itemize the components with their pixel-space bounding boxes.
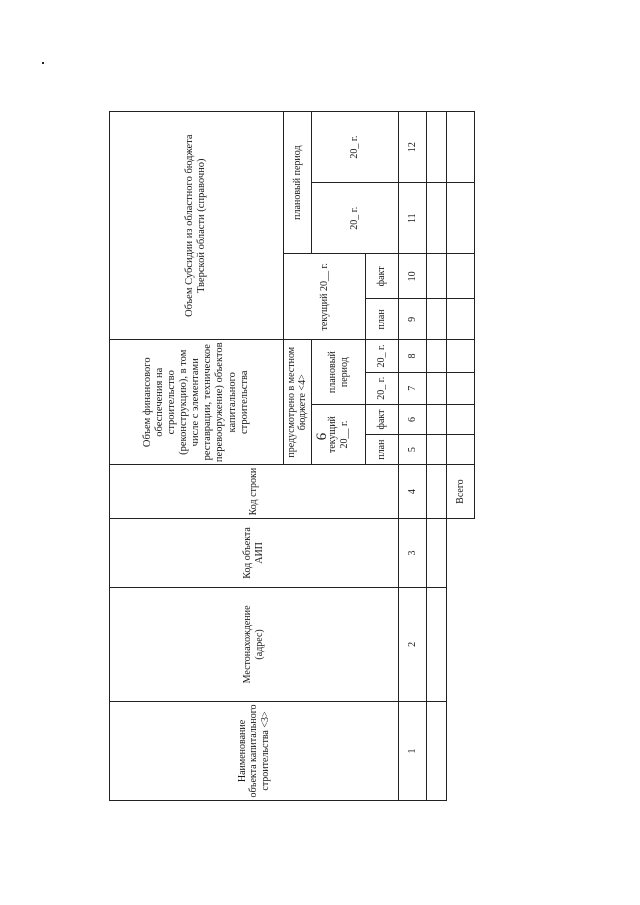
table-cell xyxy=(427,299,447,340)
table-cell xyxy=(446,112,474,183)
header-current-local: текущий 20__ г. xyxy=(312,404,366,464)
header-planned-local: плановый период xyxy=(312,340,366,405)
header-local-year-2: 20_ г. xyxy=(366,340,399,372)
table-cell xyxy=(446,404,474,434)
column-number: 8 xyxy=(398,340,426,372)
page-number: 9 xyxy=(312,432,329,441)
total-label: Всего xyxy=(446,465,474,519)
table-cell xyxy=(427,372,447,404)
column-number: 2 xyxy=(398,587,426,701)
header-fact-local: факт xyxy=(366,404,399,434)
column-number: 12 xyxy=(398,112,426,183)
column-number: 6 xyxy=(398,404,426,434)
header-current-subsidy: текущий 20__ г. xyxy=(283,254,366,340)
table-cell xyxy=(427,183,447,254)
header-aip-code: Код объекта АИП xyxy=(110,518,399,587)
total-spacer xyxy=(446,518,474,800)
header-object-name: Наименование объекта капитального строительства <3> xyxy=(110,701,399,800)
table-row xyxy=(427,112,447,801)
capital-construction-table xyxy=(109,111,475,801)
header-subsidy-year-1: 20_ г. xyxy=(312,183,399,254)
rotated-table-container xyxy=(109,111,475,801)
table-cell xyxy=(427,404,447,434)
table-cell xyxy=(446,254,474,299)
table-cell xyxy=(446,299,474,340)
column-number: 1 xyxy=(398,701,426,800)
table-cell xyxy=(427,518,447,587)
column-number: 5 xyxy=(398,435,426,465)
table-cell xyxy=(446,340,474,372)
table-cell xyxy=(427,254,447,299)
table-cell xyxy=(446,372,474,404)
column-number-row xyxy=(398,112,426,801)
column-number: 10 xyxy=(398,254,426,299)
scan-speck xyxy=(42,62,44,64)
header-planned-subsidy: плановый период xyxy=(283,112,311,254)
total-row xyxy=(446,112,474,801)
header-row-code: Код строки xyxy=(110,465,399,519)
header-local-year-1: 20_ г. xyxy=(366,372,399,404)
header-financing-group: Объем финансового обеспечения на строительство (реконструкцию), в том числе с элементами реставрации, техническое перевооружение) объектов капитального строительства xyxy=(110,340,284,465)
column-number: 11 xyxy=(398,183,426,254)
table-cell xyxy=(427,435,447,465)
column-number: 7 xyxy=(398,372,426,404)
table-cell xyxy=(427,340,447,372)
table-cell xyxy=(427,465,447,519)
table-cell xyxy=(427,701,447,800)
header-plan-subsidy: план xyxy=(366,299,399,340)
table-cell xyxy=(446,435,474,465)
column-number: 3 xyxy=(398,518,426,587)
header-subsidy-year-2: 20_ г. xyxy=(312,112,399,183)
header-provided-local: предусмотрено в местном бюджете <4> xyxy=(283,340,311,465)
table-cell xyxy=(427,587,447,701)
column-number: 9 xyxy=(398,299,426,340)
header-subsidy-group: Объем Субсидии из областного бюджета Тверской области (справочно) xyxy=(110,112,284,340)
header-fact-subsidy: факт xyxy=(366,254,399,299)
table-cell xyxy=(446,183,474,254)
table-cell xyxy=(427,112,447,183)
header-plan-local: план xyxy=(366,435,399,465)
column-number: 4 xyxy=(398,465,426,519)
header-location: Местонахождение (адрес) xyxy=(110,587,399,701)
